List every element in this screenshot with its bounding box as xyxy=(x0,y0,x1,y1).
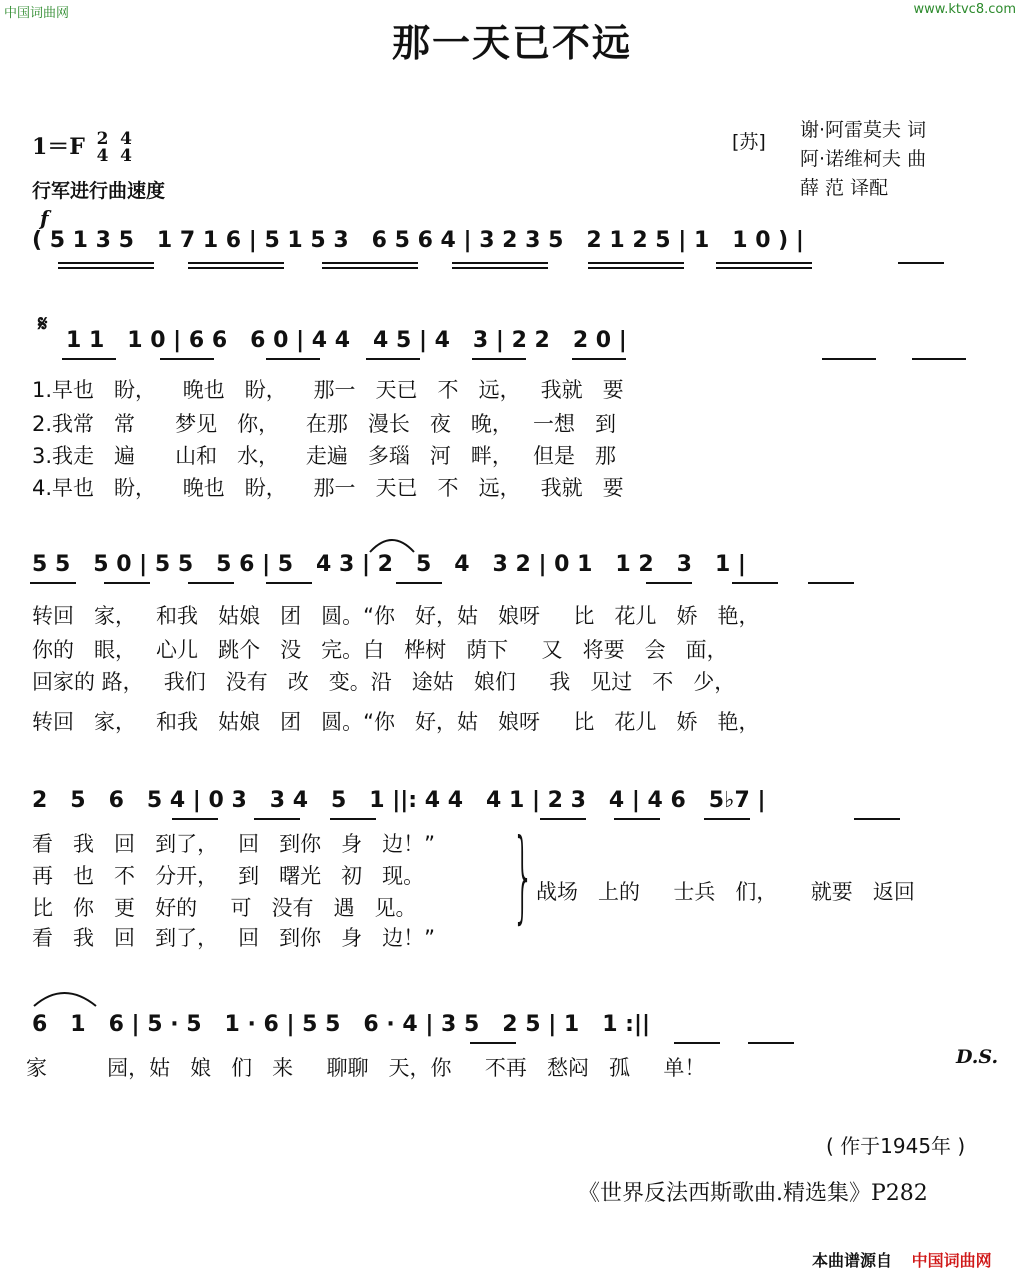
footer-source xyxy=(812,1248,992,1271)
lyrics-row-3-verse-4: 转回 家， 和我 姑娘 团 圆。“你 好，姑 娘呀 比 花儿 娇 艳， xyxy=(32,710,760,734)
lyrics-row-4-verse-1: 看 我 回 到了， 回 到你 身 边！” xyxy=(32,832,436,856)
segno-mark: 𝄋 xyxy=(38,312,48,337)
lyrics-row-3-verse-2: 你的 眼， 心儿 跳个 没 完。白 桦树 荫下 又 将要 会 面， xyxy=(32,638,728,662)
credits-lyricist: 谢·阿雷莫夫 词 xyxy=(800,119,927,141)
time-signature-2-4: 2 4 xyxy=(96,129,109,166)
lyrics-row-4-verse-2: 再 也 不 分开， 到 曙光 初 现。 xyxy=(32,864,425,888)
page-title: 那一天已不远 xyxy=(391,20,632,65)
lyrics-row-5: 家 园，姑 娘 们 来 聊聊 天，你 不再 愁闷 孤 单！ xyxy=(26,1056,706,1080)
watermark-right: www.ktvc8.com xyxy=(913,2,1016,17)
credits-composer: 阿·诺维柯夫 曲 xyxy=(800,148,927,170)
lyrics-row-3-verse-3: 回家的 路， 我们 没有 改 变。沿 途姑 娘们 我 见过 不 少， xyxy=(32,670,736,694)
notation-row-5: 6 1 6 | 5 · 5 1 · 6 | 5 5 6 · 4 | 3 5 2 5 | 1 1 :|| xyxy=(32,1012,651,1037)
lyrics-refrain: 战场 上的 士兵 们， 就要 返回 xyxy=(536,880,915,904)
tempo-marking: 行军进行曲速度 xyxy=(32,180,166,202)
notation-row-2: 1 1 1 0 | 6 6 6 0 | 4 4 4 5 | 4 3 | 2 2 2 0 | xyxy=(66,328,627,353)
lyrics-row-4-verse-3: 比 你 更 好的 可 没有 遇 见。 xyxy=(32,896,417,920)
notation-row-4: 2 5 6 5 4 | 0 3 3 4 5 1 ||: 4 4 4 1 | 2 3 4 | 4 6 5♭7 | xyxy=(32,788,766,813)
lyrics-row-2-verse-3: 3.我走 遍 山和 水， 走遍 多瑙 河 畔， 但是 那 xyxy=(32,444,616,468)
key-label: 1＝F xyxy=(32,134,85,160)
slur xyxy=(370,540,414,552)
slur xyxy=(34,993,96,1006)
footer-label: 本曲谱源自 xyxy=(812,1251,893,1270)
composition-year: ( 作于1945年 ) xyxy=(826,1134,966,1158)
lyrics-row-4-verse-4: 看 我 回 到了， 回 到你 身 边！” xyxy=(32,926,436,950)
lyrics-row-2-verse-2: 2.我常 常 梦见 你， 在那 漫长 夜 晚， 一想 到 xyxy=(32,412,616,436)
time-signature-4-4: 4 4 xyxy=(120,129,132,166)
verse-brace: } xyxy=(512,817,535,934)
credits-translator: 薛 范 译配 xyxy=(800,177,889,199)
lyrics-row-2-verse-1: 1.早也 盼， 晚也 盼， 那一 天已 不 远， 我就 要 xyxy=(32,378,624,402)
lyrics-row-3-verse-1: 转回 家， 和我 姑娘 团 圆。“你 好，姑 娘呀 比 花儿 娇 艳， xyxy=(32,604,760,628)
source-book: 《世界反法西斯歌曲.精选集》P282 xyxy=(578,1181,928,1206)
watermark-left: 中国词曲网 xyxy=(4,6,70,21)
lyrics-row-2-verse-4: 4.早也 盼， 晚也 盼， 那一 天已 不 远， 我就 要 xyxy=(32,476,624,500)
notation-row-1: ( 5 1 3 5 1 7 1 6 | 5 1 5 3 6 5 6 4 | 3 2 3 5 2 1 2 5 | 1 1 0 ) | xyxy=(32,228,804,253)
dynamic-forte: f xyxy=(40,206,49,230)
dal-segno-mark: D.S. xyxy=(956,1046,999,1068)
credits-country: [苏] xyxy=(732,131,766,153)
footer-site[interactable]: 中国词曲网 xyxy=(911,1251,992,1270)
notation-row-3: 5 5 5 0 | 5 5 5 6 | 5 4 3 | 2 5 4 3 2 | 0 1 1 2 3 1 | xyxy=(32,552,746,577)
